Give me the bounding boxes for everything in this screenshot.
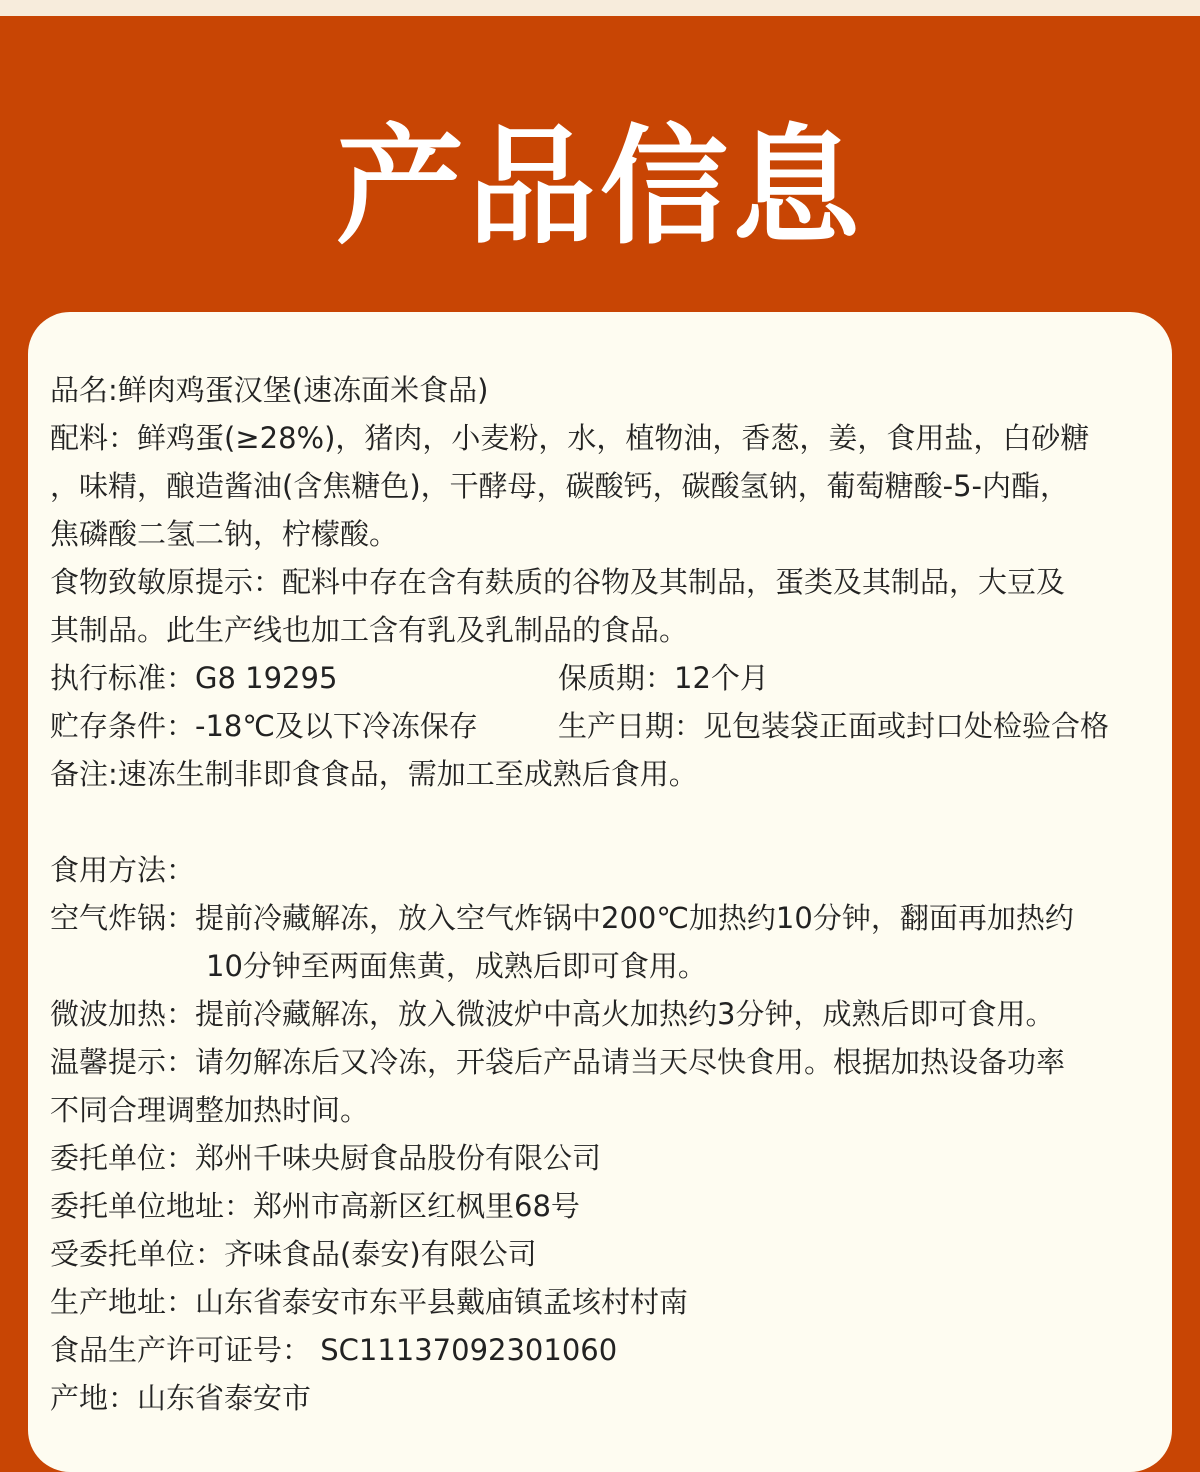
product-info-card [28, 312, 1172, 1472]
warm-tip-line-2: 不同合理调整加热时间。 [50, 1093, 370, 1127]
origin: 产地：山东省泰安市 [50, 1381, 312, 1415]
allergen-line-2: 其制品。此生产线也加工含有乳及乳制品的食品。 [50, 613, 689, 647]
usage-heading: 食用方法： [50, 853, 196, 887]
allergen-line-1: 食物致敏原提示：配料中存在含有麸质的谷物及其制品，蛋类及其制品，大豆及 [50, 565, 1066, 599]
top-strip [0, 0, 1200, 16]
production-license: 食品生产许可证号： SC11137092301060 [50, 1333, 618, 1367]
shelf-life: 保质期：12个月 [558, 661, 769, 695]
remark: 备注:速冻生制非即食食品，需加工至成熟后食用。 [50, 757, 698, 791]
product-name: 品名:鲜肉鸡蛋汉堡(速冻面米食品) [50, 373, 489, 407]
production-date: 生产日期：见包装袋正面或封口处检验合格 [558, 709, 1110, 743]
client-company: 委托单位：郑州千味央厨食品股份有限公司 [50, 1141, 602, 1175]
ingredients-line-3: 焦磷酸二氢二钠，柠檬酸。 [50, 517, 399, 551]
production-address: 生产地址：山东省泰安市东平县戴庙镇孟垓村村南 [50, 1285, 689, 1319]
ingredients-line-2: ，味精，酿造酱油(含焦糖色)，干酵母，碳酸钙，碳酸氢钠，葡萄糖酸-5-内酯， [50, 469, 1070, 503]
storage-conditions: 贮存条件：-18℃及以下冷冻保存 [50, 709, 478, 743]
air-fryer-line-2: 10分钟至两面焦黄，成熟后即可食用。 [206, 949, 707, 983]
storage-date-row [50, 702, 1160, 750]
ingredients-line-1: 配料：鲜鸡蛋(≥28%)，猪肉，小麦粉，水，植物油，香葱，姜，食用盐，白砂糖 [50, 421, 1090, 455]
microwave-instructions: 微波加热：提前冷藏解冻，放入微波炉中高火加热约3分钟，成熟后即可食用。 [50, 997, 1055, 1031]
client-address: 委托单位地址：郑州市高新区红枫里68号 [50, 1189, 580, 1223]
air-fryer-line-1: 空气炸锅：提前冷藏解冻，放入空气炸锅中200℃加热约10分钟，翻面再加热约 [50, 901, 1074, 935]
warm-tip-line-1: 温馨提示：请勿解冻后又冷冻，开袋后产品请当天尽快食用。根据加热设备功率 [50, 1045, 1066, 1079]
manufacturer: 受委托单位：齐味食品(泰安)有限公司 [50, 1237, 537, 1271]
spacer [50, 798, 1160, 846]
page-title: 产品信息 [335, 113, 864, 262]
product-info-content [50, 366, 1160, 1422]
execution-standard: 执行标准：G8 19295 [50, 661, 338, 695]
standard-shelf-row [50, 654, 1160, 702]
